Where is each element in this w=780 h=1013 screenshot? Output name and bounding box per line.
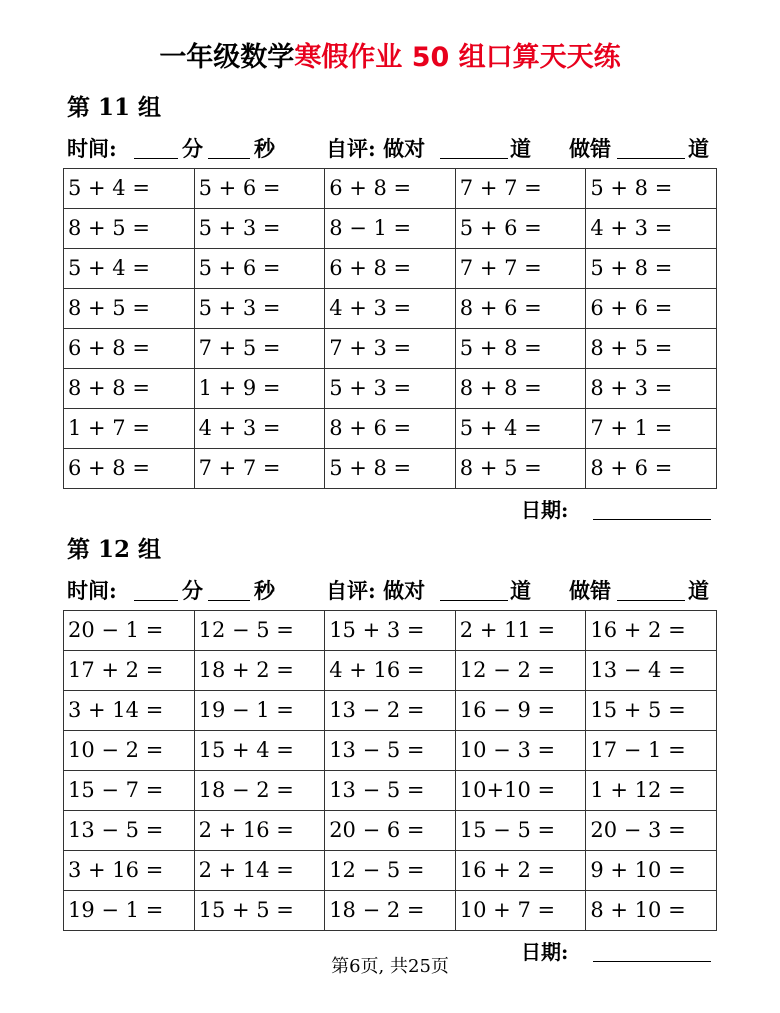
correct-count-blank[interactable]: [440, 136, 508, 159]
page-title: [0, 40, 780, 76]
info-row-11: [67, 134, 717, 164]
problem-cell: 5 + 3 =: [194, 289, 325, 329]
minute-label: 分: [182, 136, 203, 161]
problem-cell: 13 − 5 =: [325, 731, 456, 771]
problem-cell: 1 + 9 =: [194, 369, 325, 409]
problem-cell: 16 + 2 =: [586, 611, 717, 651]
table-row: [64, 329, 717, 369]
self-eval-label: 自评: 做对: [326, 578, 426, 603]
date-label: 日期:: [521, 498, 569, 522]
problem-cell: 18 − 2 =: [194, 771, 325, 811]
problem-cell: 10+10 =: [455, 771, 586, 811]
second-label: 秒: [254, 578, 275, 603]
problem-cell: 2 + 16 =: [194, 811, 325, 851]
problem-cell: 6 + 8 =: [64, 449, 195, 489]
problem-cell: 5 + 3 =: [325, 369, 456, 409]
date-row-11: [521, 495, 717, 525]
problem-cell: 15 + 4 =: [194, 731, 325, 771]
problem-cell: 10 − 3 =: [455, 731, 586, 771]
problem-cell: 13 − 4 =: [586, 651, 717, 691]
problem-cell: 7 + 5 =: [194, 329, 325, 369]
problem-cell: 7 + 7 =: [194, 449, 325, 489]
problem-cell: 5 + 8 =: [325, 449, 456, 489]
problem-cell: 8 + 8 =: [64, 369, 195, 409]
problem-cell: 4 + 3 =: [586, 209, 717, 249]
second-blank[interactable]: [208, 136, 250, 159]
minute-blank[interactable]: [134, 136, 178, 159]
table-row: [64, 249, 717, 289]
problem-cell: 10 − 2 =: [64, 731, 195, 771]
problem-cell: 16 − 9 =: [455, 691, 586, 731]
problem-table-body: [64, 169, 717, 489]
problem-cell: 12 − 5 =: [325, 851, 456, 891]
wrong-count-blank[interactable]: [617, 578, 685, 601]
wrong-label: 做错: [569, 578, 611, 603]
problem-cell: 9 + 10 =: [586, 851, 717, 891]
time-label: 时间:: [67, 136, 117, 161]
table-row: [64, 691, 717, 731]
table-row: [64, 891, 717, 931]
group-title-12: 第 12 组: [67, 536, 162, 563]
correct-unit-label: 道: [510, 136, 531, 161]
problem-cell: 16 + 2 =: [455, 851, 586, 891]
problem-cell: 8 + 5 =: [64, 289, 195, 329]
table-row: [64, 851, 717, 891]
problem-cell: 20 − 1 =: [64, 611, 195, 651]
table-row: [64, 409, 717, 449]
problem-cell: 13 − 5 =: [325, 771, 456, 811]
problem-cell: 15 + 5 =: [586, 691, 717, 731]
problem-cell: 13 − 2 =: [325, 691, 456, 731]
problem-cell: 5 + 4 =: [64, 249, 195, 289]
minute-label: 分: [182, 578, 203, 603]
minute-blank[interactable]: [134, 578, 178, 601]
problem-cell: 7 + 7 =: [455, 249, 586, 289]
problem-cell: 15 − 7 =: [64, 771, 195, 811]
problem-cell: 5 + 4 =: [64, 169, 195, 209]
table-row: [64, 449, 717, 489]
problem-cell: 6 + 8 =: [64, 329, 195, 369]
table-row: [64, 209, 717, 249]
problem-cell: 4 + 3 =: [194, 409, 325, 449]
problem-cell: 8 + 6 =: [586, 449, 717, 489]
problem-cell: 6 + 8 =: [325, 249, 456, 289]
problem-cell: 15 + 3 =: [325, 611, 456, 651]
problem-cell: 12 − 5 =: [194, 611, 325, 651]
self-eval-label: 自评: 做对: [326, 136, 426, 161]
problem-cell: 3 + 14 =: [64, 691, 195, 731]
problem-cell: 3 + 16 =: [64, 851, 195, 891]
table-row: [64, 611, 717, 651]
problem-cell: 5 + 6 =: [194, 249, 325, 289]
problem-cell: 7 + 1 =: [586, 409, 717, 449]
wrong-label: 做错: [569, 136, 611, 161]
problem-cell: 18 + 2 =: [194, 651, 325, 691]
problem-cell: 4 + 3 =: [325, 289, 456, 329]
problem-cell: 8 + 5 =: [64, 209, 195, 249]
date-blank[interactable]: [593, 519, 711, 520]
problem-cell: 4 + 16 =: [325, 651, 456, 691]
table-row: [64, 369, 717, 409]
problem-cell: 8 + 6 =: [325, 409, 456, 449]
problem-cell: 5 + 6 =: [194, 169, 325, 209]
problem-cell: 8 + 5 =: [586, 329, 717, 369]
problem-cell: 8 − 1 =: [325, 209, 456, 249]
problem-cell: 5 + 8 =: [455, 329, 586, 369]
problem-cell: 13 − 5 =: [64, 811, 195, 851]
group-title-11: 第 11 组: [67, 94, 162, 121]
problem-cell: 18 − 2 =: [325, 891, 456, 931]
problem-cell: 17 − 1 =: [586, 731, 717, 771]
problem-cell: 5 + 8 =: [586, 169, 717, 209]
problem-cell: 8 + 6 =: [455, 289, 586, 329]
page-footer: 第6页, 共25页: [331, 956, 449, 977]
wrong-count-blank[interactable]: [617, 136, 685, 159]
problem-cell: 5 + 4 =: [455, 409, 586, 449]
page-title-part-red: 寒假作业 50 组口算天天练: [294, 42, 621, 73]
problem-cell: 7 + 7 =: [455, 169, 586, 209]
problem-cell: 8 + 10 =: [586, 891, 717, 931]
problem-cell: 19 − 1 =: [64, 891, 195, 931]
table-row: [64, 651, 717, 691]
page-title-part-black: 一年级数学: [159, 42, 295, 73]
second-blank[interactable]: [208, 578, 250, 601]
wrong-unit-label: 道: [688, 578, 709, 603]
problem-cell: 2 + 14 =: [194, 851, 325, 891]
problem-cell: 8 + 8 =: [455, 369, 586, 409]
correct-unit-label: 道: [510, 578, 531, 603]
second-label: 秒: [254, 136, 275, 161]
time-label: 时间:: [67, 578, 117, 603]
problem-table-body: [64, 611, 717, 931]
correct-count-blank[interactable]: [440, 578, 508, 601]
problem-cell: 2 + 11 =: [455, 611, 586, 651]
problem-cell: 19 − 1 =: [194, 691, 325, 731]
info-row-12: [67, 576, 717, 606]
problem-cell: 5 + 3 =: [194, 209, 325, 249]
problem-cell: 8 + 5 =: [455, 449, 586, 489]
date-label: 日期:: [521, 940, 569, 964]
problem-cell: 17 + 2 =: [64, 651, 195, 691]
problem-cell: 1 + 7 =: [64, 409, 195, 449]
problem-cell: 20 − 3 =: [586, 811, 717, 851]
table-row: [64, 169, 717, 209]
problem-table-12: [63, 610, 717, 931]
table-row: [64, 811, 717, 851]
problem-table-11: [63, 168, 717, 489]
problem-cell: 7 + 3 =: [325, 329, 456, 369]
problem-cell: 8 + 3 =: [586, 369, 717, 409]
problem-cell: 5 + 6 =: [455, 209, 586, 249]
problem-cell: 1 + 12 =: [586, 771, 717, 811]
table-row: [64, 771, 717, 811]
table-row: [64, 731, 717, 771]
problem-cell: 10 + 7 =: [455, 891, 586, 931]
problem-cell: 6 + 6 =: [586, 289, 717, 329]
problem-cell: 20 − 6 =: [325, 811, 456, 851]
problem-cell: 12 − 2 =: [455, 651, 586, 691]
wrong-unit-label: 道: [688, 136, 709, 161]
problem-cell: 15 + 5 =: [194, 891, 325, 931]
problem-cell: 6 + 8 =: [325, 169, 456, 209]
problem-cell: 5 + 8 =: [586, 249, 717, 289]
problem-cell: 15 − 5 =: [455, 811, 586, 851]
table-row: [64, 289, 717, 329]
